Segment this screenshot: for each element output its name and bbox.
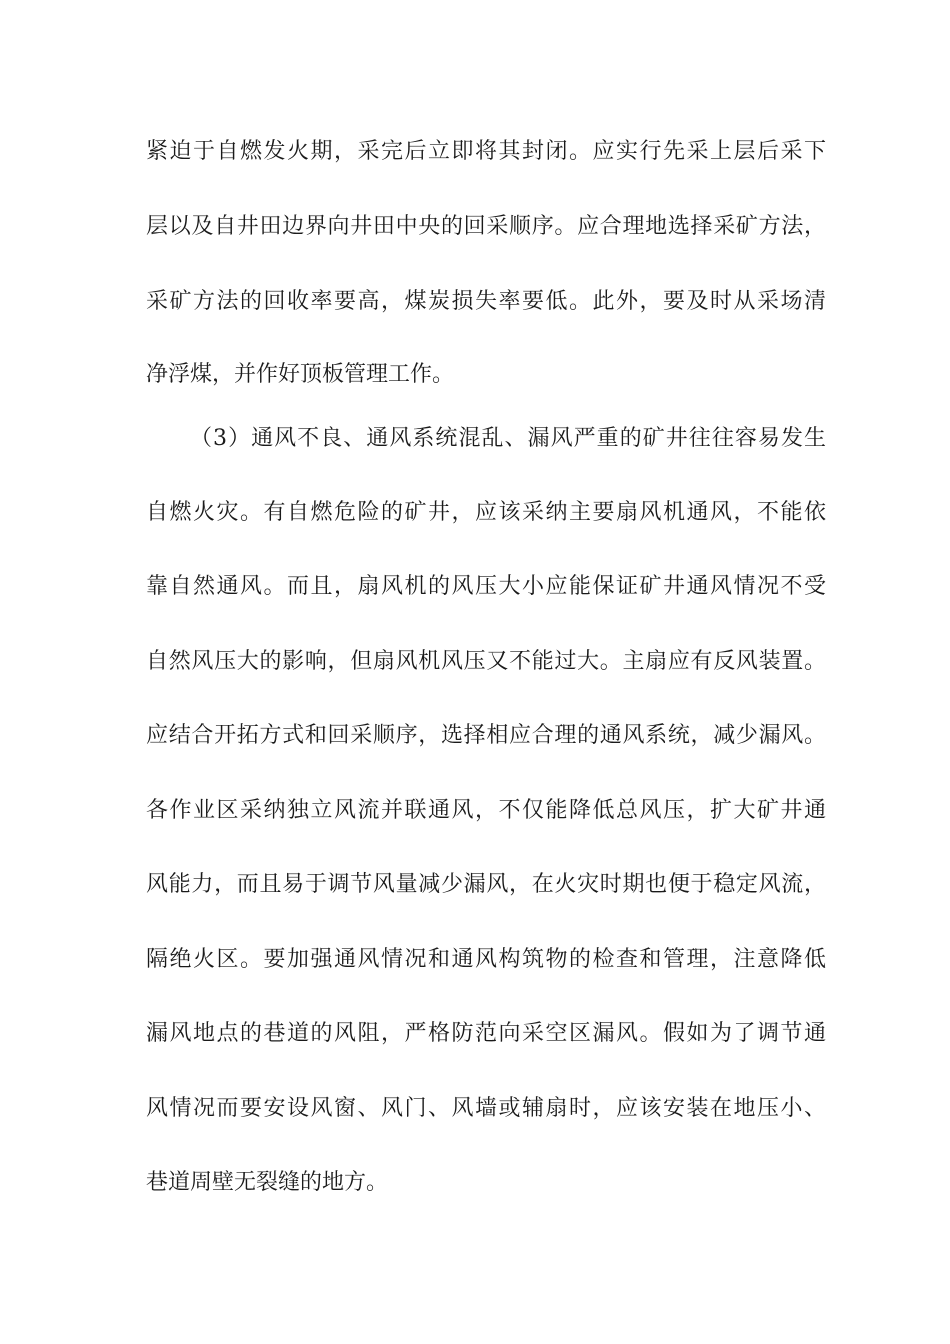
text-line [0,865,950,905]
text-line [0,355,950,395]
text-line-content: 自燃火灾。有自燃危险的矿井，应该采纳主要扇风机通风，不能依 [146,500,828,525]
text-line-content: 风情况而要安设风窗、风门、风墙或辅扇时，应该安装在地压小、 [146,1096,828,1121]
text-line-content: 漏风地点的巷道的风阻，严格防范向采空区漏风。假如为了调节通 [146,1021,828,1046]
text-line-content: 净浮煤，并作好顶板管理工作。 [146,362,455,387]
text-line [0,1163,950,1203]
text-line [0,1089,950,1129]
text-line-content: 各作业区采纳独立风流并联通风，不仅能降低总风压，扩大矿井通 [146,798,828,823]
text-line-content: 自然风压大的影响，但扇风机风压又不能过大。主扇应有反风装置。 [146,649,827,674]
text-line [0,940,950,980]
text-line [0,642,950,682]
text-line-content: 风能力，而且易于调节风量减少漏风，在火灾时期也便于稳定风流， [146,872,827,897]
paragraph-start-line [0,419,950,459]
text-line-content: 紧迫于自燃发火期，采完后立即将其封闭。应实行先采上层后采下 [146,139,828,164]
text-line [0,282,950,322]
text-line-content: 靠自然通风。而且，扇风机的风压大小应能保证矿井通风情况不受 [146,574,828,599]
text-line [0,716,950,756]
text-line-content: 隔绝火区。要加强通风情况和通风构筑物的检查和管理，注意降低 [146,947,828,972]
text-line-content: 巷道周壁无裂缝的地方。 [146,1170,389,1195]
text-line [0,1014,950,1054]
text-line-content: 采矿方法的回收率要高，煤炭损失率要低。此外，要及时从采场清 [146,289,828,314]
text-line-content: 应结合开拓方式和回采顺序，选择相应合理的通风系统，减少漏风。 [146,723,827,748]
text-line [0,791,950,831]
text-line [0,493,950,533]
text-line [0,207,950,247]
text-line-content: （3）通风不良、通风系统混乱、漏风严重的矿井往往容易发生 [190,426,828,451]
text-line [0,567,950,607]
text-line-content: 层以及自井田边界向井田中央的回采顺序。应合理地选择采矿方法， [146,214,827,239]
text-line [0,132,950,172]
